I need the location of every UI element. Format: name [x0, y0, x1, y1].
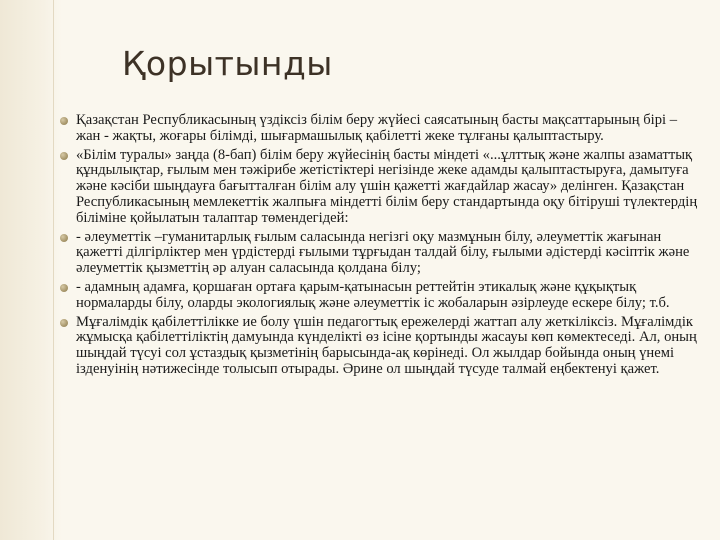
bullet-text: - әлеуметтік –гуманитарлық ғылым саласында негізгі оқу мазмұнын білу, әлеуметтік жағынан қажетті ділгірліктер мен үрдістерді ғылыми тұрғыдан талдай білу, ғылыми әдістерді кәсіптік және әлеуметтік қызметтің әр алуан саласында қолдана білу;	[76, 228, 690, 277]
bullet-text: «Білім туралы» заңда (8-бап) білім беру жүйесінің басты міндеті «...ұлттық және жалпы азаматтық құндылықтар, ғылым мен тәжірибе жетістіктері негізінде жеке адамды қалыптастыруға, дамытуға және кәсіби шыңдауға бағытталған білім алу үшін қажетті жағдайлар жасау» делінген. Қазақстан Республикасының мемлекеттік жалпыға міндетті білім беру стандартында оқу бітіруші түлектердің біліміне қойылатын талаптар төмендегідей:	[76, 146, 698, 226]
bullet-icon	[60, 284, 68, 292]
list-item	[60, 148, 700, 227]
bullet-list	[60, 113, 700, 381]
list-item	[60, 113, 700, 145]
slide-title: Қорытынды	[122, 44, 333, 83]
list-item	[60, 230, 700, 277]
bullet-icon	[60, 234, 68, 242]
bullet-icon	[60, 319, 68, 327]
decorative-side-band	[0, 0, 62, 540]
list-item	[60, 315, 700, 378]
bullet-icon	[60, 117, 68, 125]
bullet-text: Мұғалімдік қабілеттілікке ие болу үшін педагогтық ережелерді жаттап алу жеткіліксіз. Мұғалімдік жұмысқа қабілеттіліктің дамуында күнделікті өз ісіне қортынды жасауы көп көмектеседі. Ал, оның шыңдай түсуі сол ұстаздық қызметінің барысында-ақ көрінеді. Ол жылдар бойында оның үнемі ізденуінің нәтижесінде толысып отырады. Әрине ол шыңдай түсуде талмай еңбектенуі қажет.	[76, 313, 697, 377]
bullet-text: Қазақстан Республикасының үздіксіз білім беру жүйесі саясатының басты мақсаттарының бірі – жан - жақты, жоғары білімді, шығармашылық қабілетті жеке тұлғаны қалыптастыру.	[76, 112, 678, 144]
list-item	[60, 280, 700, 312]
bullet-icon	[60, 152, 68, 160]
bullet-text: - адамның адамға, қоршаған ортаға қарым-қатынасын реттейтін этикалық және құқықтық нормаларды білу, оларды экологиялық және әлеуметтік іс жобаларын әзірлеуде ескере білу; т.б.	[76, 278, 670, 311]
